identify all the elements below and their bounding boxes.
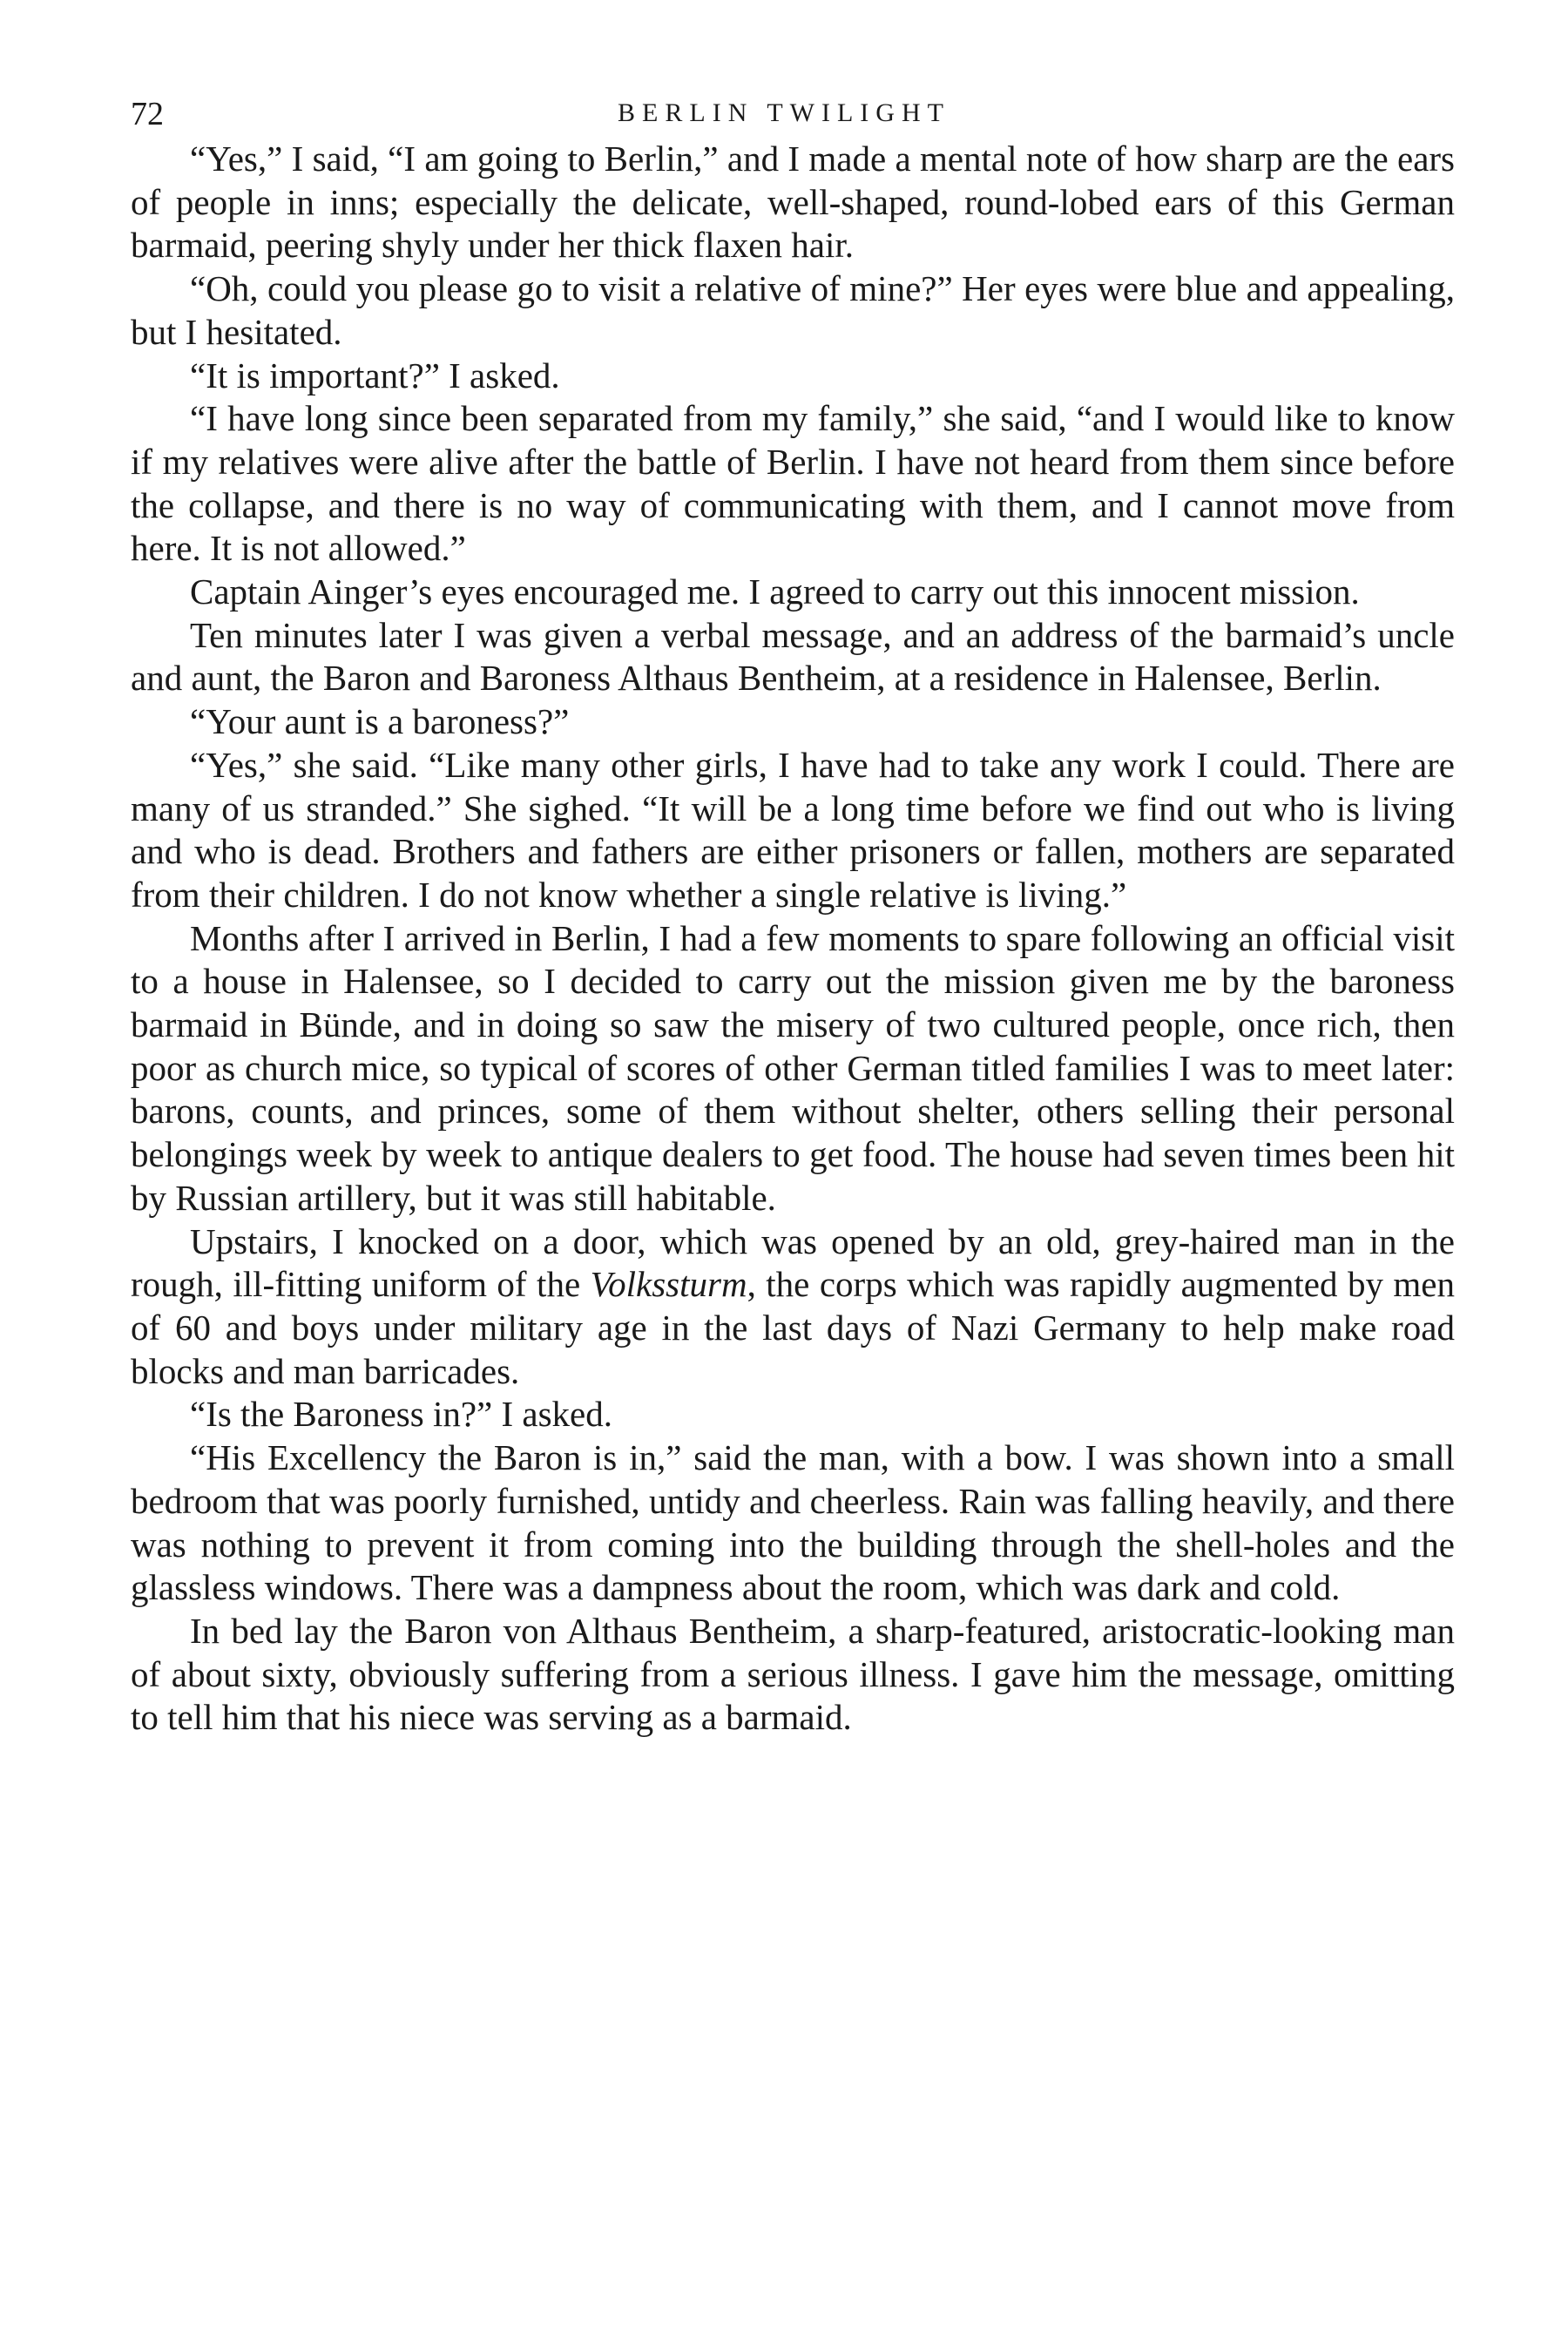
paragraph-is-important: “It is important?” I asked. [190,355,560,395]
paragraph-stranded-girls: “Yes,” she said. “Like many other girls, I have had to take any work I could. There are many of us stranded.” She sighed. “It will be a long time before we find out who is living and who is dead. Brothers and fathers are either prisoners or fallen, mothers are separated from their children. I do not know whether a single relative is living.” [131,744,1455,915]
running-head [131,87,1437,139]
paragraph-separated-family: “I have long since been separated from my family,” she said, “and I would like to know if my relatives were alive after the battle of Berlin. I have not heard from them since before the collapse, and there is no way of communicating with them, and I cannot move from here. It is not allowed.” [131,398,1455,569]
paragraph-going-to-berlin: “Yes,” I said, “I am going to Berlin,” and I made a mental note of how sharp are the ears of people in inns; especially the delicate, well-shaped, round-lobed ears of this German barmaid, peering shyly under her thick flaxen hair. [131,139,1455,266]
paragraph-excellency-baron: “His Excellency the Baron is in,” said the man, with a bow. I was shown into a small bedroom that was poorly furnished, untidy and cheerless. Rain was falling heavily, and there was nothing to prevent it from coming into the building through the shell-holes and the glassless windows. There was a dampness about the room, which was dark and cold. [131,1437,1455,1608]
page-number: 72 [131,96,164,132]
paragraph-baroness-in: “Is the Baroness in?” I asked. [190,1394,612,1435]
volkssturm-term: Volkssturm [590,1264,747,1305]
paragraph-captain-ainger: Captain Ainger’s eyes encouraged me. I agreed to carry out this innocent mission. [190,571,1360,612]
paragraph-visit-relative: “Oh, could you please go to visit a relative of mine?” Her eyes were blue and appealing, but I hesitated. [131,268,1455,352]
upstairs-text-before: Upstairs, I knocked on a door, which was opened by an old, grey-haired man in the rough, ill-fitting uniform of the [131,1220,1455,1305]
upstairs-text-after: , the corps which was rapidly augmented by men of 60 and boys under military age in the last days of Nazi Germany to help make road blocks and man barricades. [131,1264,1456,1391]
paragraph-aunt-baroness: “Your aunt is a baroness?” [190,701,570,742]
paragraph-in-bed: In bed lay the Baron von Althaus Bentheim, a sharp-featured, aristocratic-looking man of about sixty, obviously suffering from a serious illness. I gave him the message, omitting to tell him that his niece was serving as a barmaid. [131,1610,1455,1738]
body-text [131,138,1455,1740]
paragraph-months-after: Months after I arrived in Berlin, I had a few moments to spare following an official visit to a house in Halensee, so I decided to carry out the mission given me by the baroness barmaid in Bünde, and in doing so saw the misery of two cultured people, once rich, then poor as church mice, so typical of scores of other German titled families I was to meet later: barons, counts, and princes, some of them without shelter, others selling their personal belongings week by week to antique dealers to get food. The house had seven times been hit by Russian artillery, but it was still habitable. [131,917,1455,1218]
paragraph-verbal-message: Ten minutes later I was given a verbal message, and an address of the barmaid’s uncle and aunt, the Baron and Baroness Althaus Bentheim, at a residence in Halensee, Berlin. [131,614,1455,699]
book-title: BERLIN TWILIGHT [618,98,950,127]
paragraph-upstairs [131,1220,1455,1394]
